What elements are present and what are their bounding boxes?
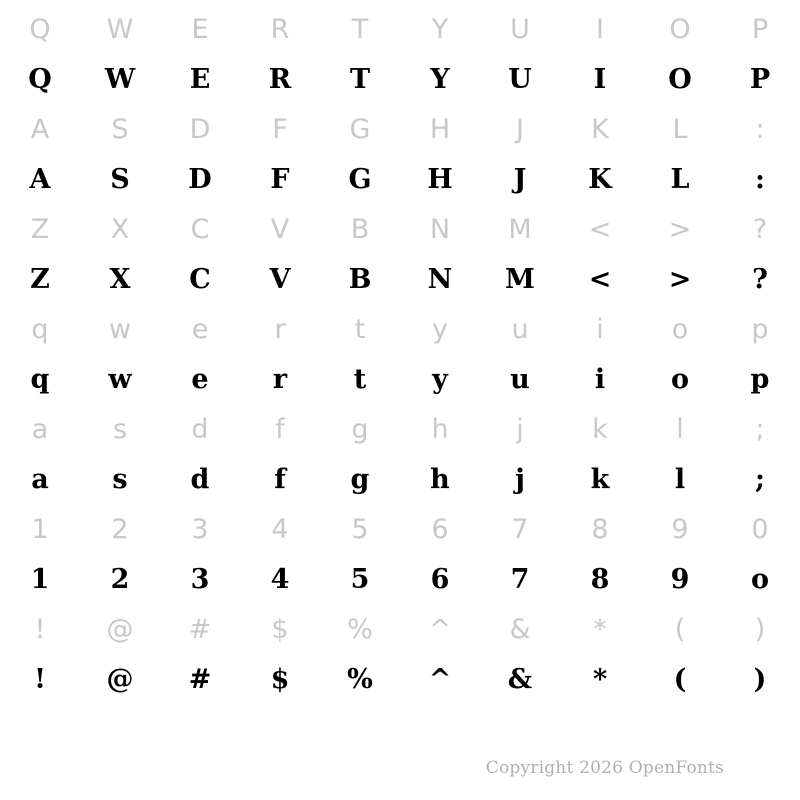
glyph-cell: A xyxy=(30,113,50,145)
glyph-cell: d xyxy=(191,413,209,445)
glyph-cell: 0 xyxy=(751,513,769,545)
glyph-cell: $ xyxy=(270,663,290,695)
glyph-cell: P xyxy=(751,13,769,45)
glyph-cell: U xyxy=(510,13,530,45)
glyph-cell: O xyxy=(668,63,692,95)
glyph-cell: p xyxy=(750,363,770,395)
glyph-cell: K xyxy=(591,113,609,145)
glyph-cell: 9 xyxy=(671,513,689,545)
glyph-cell: q xyxy=(31,313,49,345)
glyph-cell: X xyxy=(110,213,130,245)
glyph-cell: < xyxy=(588,263,612,295)
glyph-cell: q xyxy=(30,363,50,395)
glyph-cell: g xyxy=(351,413,369,445)
glyph-row-reference xyxy=(0,4,800,54)
glyph-row-specimen xyxy=(0,654,800,704)
glyph-row-specimen xyxy=(0,554,800,604)
glyph-cell: * xyxy=(593,613,607,645)
glyph-cell: 5 xyxy=(350,563,370,595)
glyph-cell: @ xyxy=(106,663,134,695)
glyph-cell: i xyxy=(594,363,606,395)
glyph-cell: 5 xyxy=(351,513,369,545)
glyph-cell: @ xyxy=(106,613,134,645)
glyph-cell: D xyxy=(188,163,212,195)
glyph-cell: f xyxy=(274,463,286,495)
glyph-cell: Q xyxy=(29,13,51,45)
glyph-cell: $ xyxy=(271,613,289,645)
glyph-cell: ! xyxy=(34,663,46,695)
glyph-cell: l xyxy=(674,463,686,495)
glyph-cell: u xyxy=(511,313,529,345)
glyph-cell: d xyxy=(190,463,210,495)
glyph-cell: T xyxy=(349,63,371,95)
glyph-row-specimen xyxy=(0,354,800,404)
glyph-cell: ? xyxy=(752,213,768,245)
glyph-cell: M xyxy=(505,263,535,295)
glyph-cell: U xyxy=(508,63,532,95)
glyph-cell: G xyxy=(349,113,371,145)
glyph-cell: t xyxy=(353,363,367,395)
glyph-cell: > xyxy=(668,263,692,295)
glyph-cell: Q xyxy=(28,63,52,95)
glyph-cell: 1 xyxy=(30,563,50,595)
glyph-row-reference xyxy=(0,304,800,354)
glyph-row-reference xyxy=(0,104,800,154)
glyph-cell: ; xyxy=(755,413,765,445)
glyph-cell: ) xyxy=(753,663,767,695)
glyph-cell: J xyxy=(516,113,524,145)
glyph-cell: Z xyxy=(30,213,50,245)
glyph-cell: o xyxy=(670,363,689,395)
glyph-cell: : xyxy=(755,163,765,195)
glyph-cell: D xyxy=(189,113,211,145)
glyph-cell: ^ xyxy=(428,613,452,645)
glyph-cell: I xyxy=(593,63,607,95)
glyph-cell: V xyxy=(270,213,290,245)
glyph-cell: J xyxy=(513,163,527,195)
glyph-cell: : xyxy=(755,113,765,145)
glyph-cell: R xyxy=(270,13,290,45)
glyph-cell: r xyxy=(274,313,286,345)
glyph-cell: s xyxy=(112,413,128,445)
glyph-cell: # xyxy=(188,613,212,645)
glyph-cell: 2 xyxy=(111,513,129,545)
glyph-cell: h xyxy=(430,463,450,495)
glyph-row-reference xyxy=(0,204,800,254)
glyph-cell: y xyxy=(432,363,448,395)
glyph-cell: 2 xyxy=(110,563,130,595)
glyph-cell: o xyxy=(750,563,769,595)
glyph-cell: h xyxy=(431,413,449,445)
glyph-cell: 7 xyxy=(510,563,530,595)
glyph-cell: B xyxy=(348,263,372,295)
glyph-cell: V xyxy=(269,263,291,295)
glyph-cell: 6 xyxy=(431,513,449,545)
glyph-cell: E xyxy=(189,63,211,95)
glyph-row-reference xyxy=(0,504,800,554)
glyph-row-specimen xyxy=(0,54,800,104)
glyph-cell: ! xyxy=(34,613,46,645)
glyph-cell: a xyxy=(31,413,49,445)
glyph-cell: H xyxy=(429,113,451,145)
glyph-cell: C xyxy=(189,263,211,295)
glyph-cell: L xyxy=(672,113,688,145)
glyph-cell: H xyxy=(427,163,453,195)
glyph-cell: ^ xyxy=(428,663,452,695)
glyph-cell: > xyxy=(668,213,692,245)
glyph-cell: Z xyxy=(30,263,50,295)
glyph-row-specimen xyxy=(0,154,800,204)
glyph-cell: M xyxy=(508,213,532,245)
glyph-cell: E xyxy=(191,13,209,45)
glyph-cell: w xyxy=(108,313,132,345)
glyph-cell: o xyxy=(671,313,689,345)
glyph-row-reference xyxy=(0,404,800,454)
glyph-cell: C xyxy=(190,213,210,245)
glyph-cell: W xyxy=(104,63,136,95)
glyph-row-specimen xyxy=(0,254,800,304)
glyph-cell: I xyxy=(596,13,604,45)
glyph-cell: F xyxy=(270,163,290,195)
glyph-cell: ( xyxy=(674,613,686,645)
glyph-cell: 8 xyxy=(590,563,610,595)
glyph-cell: j xyxy=(516,413,524,445)
glyph-cell: * xyxy=(592,663,608,695)
glyph-cell: O xyxy=(669,13,691,45)
glyph-cell: % xyxy=(347,613,373,645)
glyph-cell: % xyxy=(347,663,373,695)
glyph-cell: ? xyxy=(752,263,768,295)
glyph-cell: T xyxy=(351,13,369,45)
glyph-cell: k xyxy=(592,413,608,445)
glyph-cell: r xyxy=(272,363,288,395)
glyph-cell: ) xyxy=(754,613,766,645)
glyph-cell: < xyxy=(588,213,612,245)
glyph-cell: l xyxy=(676,413,684,445)
glyph-cell: w xyxy=(108,363,132,395)
glyph-cell: S xyxy=(110,163,130,195)
glyph-row-reference xyxy=(0,604,800,654)
glyph-cell: & xyxy=(509,613,531,645)
glyph-cell: g xyxy=(350,463,370,495)
glyph-cell: P xyxy=(749,63,771,95)
glyph-cell: p xyxy=(751,313,769,345)
glyph-cell: y xyxy=(432,313,448,345)
glyph-cell: u xyxy=(510,363,530,395)
glyph-cell: t xyxy=(354,313,366,345)
glyph-cell: R xyxy=(268,63,292,95)
glyph-row-specimen xyxy=(0,454,800,504)
glyph-cell: G xyxy=(348,163,372,195)
glyph-cell: K xyxy=(588,163,612,195)
glyph-cell: Y xyxy=(430,63,450,95)
glyph-cell: i xyxy=(596,313,604,345)
glyph-cell: 8 xyxy=(591,513,609,545)
glyph-cell: W xyxy=(106,13,134,45)
glyph-cell: a xyxy=(31,463,49,495)
glyph-cell: e xyxy=(191,313,209,345)
copyright-notice: Copyright 2026 OpenFonts xyxy=(485,758,724,778)
glyph-cell: X xyxy=(109,263,131,295)
glyph-cell: 6 xyxy=(430,563,450,595)
glyph-cell: 3 xyxy=(191,513,209,545)
glyph-cell: j xyxy=(515,463,525,495)
glyph-cell: e xyxy=(191,363,209,395)
glyph-cell: 7 xyxy=(511,513,529,545)
glyph-cell: ( xyxy=(673,663,687,695)
glyph-cell: Y xyxy=(431,13,449,45)
glyph-cell: s xyxy=(112,463,128,495)
glyph-cell: L xyxy=(670,163,690,195)
glyph-cell: ; xyxy=(755,463,765,495)
glyph-cell: 4 xyxy=(271,513,289,545)
glyph-cell: & xyxy=(507,663,533,695)
glyph-cell: N xyxy=(429,213,451,245)
glyph-cell: 4 xyxy=(270,563,290,595)
glyph-cell: S xyxy=(111,113,129,145)
glyph-cell: A xyxy=(29,163,51,195)
glyph-cell: 9 xyxy=(670,563,690,595)
glyph-cell: k xyxy=(590,463,610,495)
glyph-cell: 3 xyxy=(190,563,210,595)
glyph-cell: # xyxy=(188,663,212,695)
glyph-cell: N xyxy=(427,263,453,295)
glyph-cell: 1 xyxy=(31,513,49,545)
glyph-cell: B xyxy=(350,213,370,245)
glyph-cell: F xyxy=(272,113,288,145)
glyph-cell: f xyxy=(275,413,285,445)
